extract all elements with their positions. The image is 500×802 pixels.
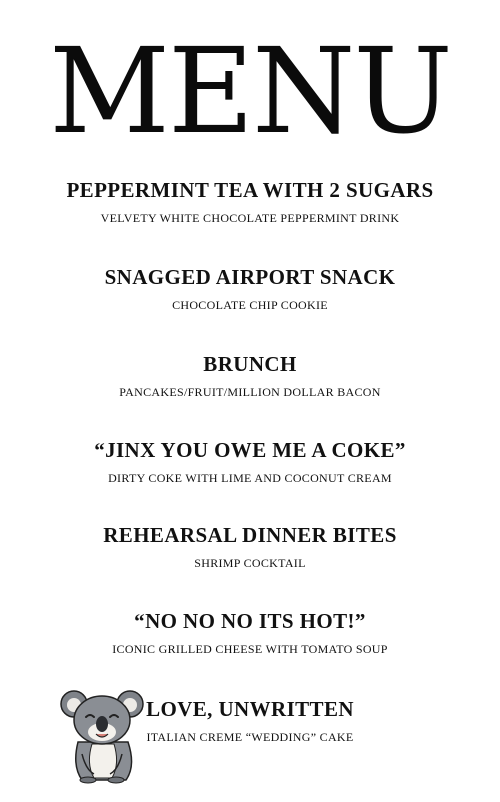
menu-item-name: LOVE, UNWRITTEN — [146, 697, 354, 721]
menu-item-no-no-no — [0, 609, 500, 657]
menu-item-name: REHEARSAL DINNER BITES — [103, 523, 397, 547]
menu-item-name: “JINX YOU OWE ME A COKE” — [94, 438, 406, 462]
menu-title: MENU — [49, 22, 451, 160]
menu-item-name: “NO NO NO ITS HOT!” — [134, 609, 366, 633]
menu-item-description: DIRTY COKE WITH LIME AND COCONUT CREAM — [108, 471, 392, 485]
menu-item-description: SHRIMP COCKTAIL — [194, 556, 306, 570]
menu-item-name: BRUNCH — [203, 352, 297, 376]
menu-item-description: ITALIAN CREME “WEDDING” CAKE — [146, 730, 354, 744]
menu-item-brunch — [0, 352, 500, 400]
menu-item-description: CHOCOLATE CHIP COOKIE — [172, 298, 328, 312]
koala-icon — [60, 684, 144, 784]
menu-item-airport-snack — [0, 265, 500, 313]
menu-item-description: VELVETY WHITE CHOCOLATE PEPPERMINT DRINK — [100, 211, 400, 225]
menu-item-jinx-coke — [0, 438, 500, 486]
menu-item-rehearsal-dinner — [0, 523, 500, 571]
menu-item-peppermint-tea — [0, 178, 500, 226]
menu-item-description: ICONIC GRILLED CHEESE WITH TOMATO SOUP — [112, 642, 388, 656]
menu-item-name: SNAGGED AIRPORT SNACK — [104, 265, 396, 289]
menu-item-name: PEPPERMINT TEA WITH 2 SUGARS — [66, 178, 434, 202]
menu-item-description: PANCAKES/FRUIT/MILLION DOLLAR BACON — [119, 385, 381, 399]
